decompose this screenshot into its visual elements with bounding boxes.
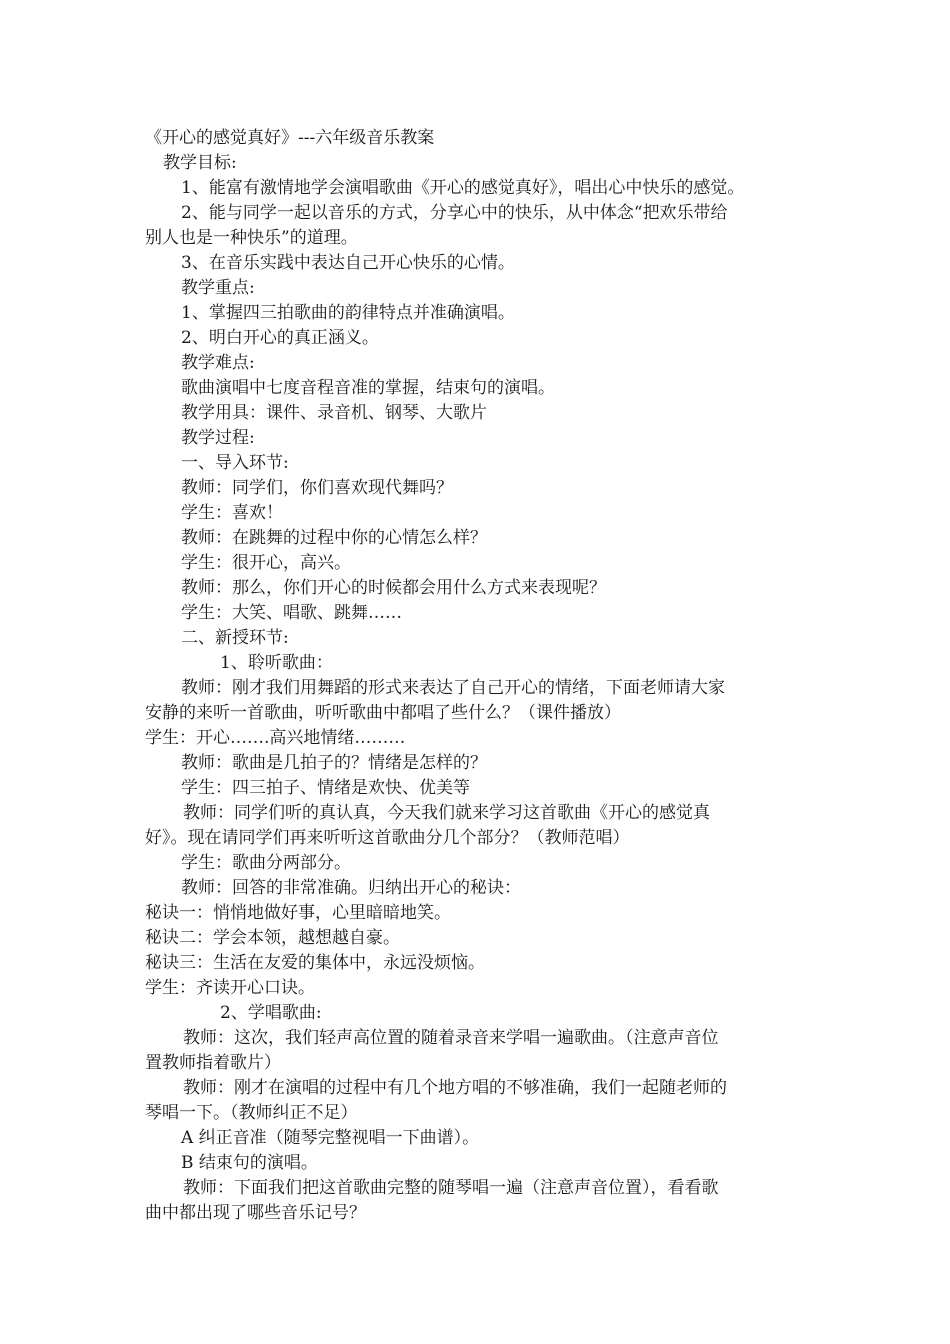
dialogue-line-continued: 曲中都出现了哪些音乐记号？	[145, 1203, 366, 1223]
step-heading-learn-song: 2、学唱歌曲:	[220, 1003, 322, 1023]
document-title: 《开心的感觉真好》---六年级音乐教案	[145, 128, 435, 148]
secret-line: 秘诀三：生活在友爱的集体中，永远没烦恼。	[145, 953, 485, 973]
dialogue-line: 学生：四三拍子、情绪是欢快、优美等	[181, 778, 470, 798]
dialogue-line: 学生：齐读开心口诀。	[145, 978, 315, 998]
list-item-b: B 结束句的演唱。	[181, 1153, 318, 1173]
list-item-a: A 纠正音准（随琴完整视唱一下曲谱）。	[181, 1128, 480, 1148]
dialogue-line: 教师：刚才我们用舞蹈的形式来表达了自己开心的情绪，下面老师请大家	[181, 678, 725, 698]
dialogue-line: 教师：刚才在演唱的过程中有几个地方唱的不够准确，我们一起随老师的	[183, 1078, 727, 1098]
difficulty-text: 歌曲演唱中七度音程音准的掌握，结束句的演唱。	[181, 378, 555, 398]
dialogue-line: 教师：歌曲是几拍子的？情绪是怎样的？	[181, 753, 487, 773]
dialogue-line-continued: 琴唱一下。（教师纠正不足）	[145, 1103, 358, 1123]
dialogue-line: 教师：这次，我们轻声高位置的随着录音来学唱一遍歌曲。（注意声音位	[183, 1028, 719, 1048]
section-heading-objectives: 教学目标:	[163, 153, 237, 173]
section-heading-difficulties: 教学难点:	[181, 353, 255, 373]
teaching-tools: 教学用具：课件、录音机、钢琴、大歌片	[181, 403, 487, 423]
dialogue-line: 学生：开心…….高兴地情绪………	[145, 728, 406, 748]
dialogue-line: 学生：喜欢！	[181, 503, 283, 523]
dialogue-line: 教师：同学们，你们喜欢现代舞吗？	[181, 478, 453, 498]
dialogue-line: 学生：很开心，高兴。	[181, 553, 351, 573]
objective-item-1: 1、能富有激情地学会演唱歌曲《开心的感觉真好》，唱出心中快乐的感觉。	[181, 178, 745, 198]
section-heading-key-points: 教学重点:	[181, 278, 255, 298]
dialogue-line: 教师：回答的非常准确。归纳出开心的秘诀：	[181, 878, 521, 898]
dialogue-line-continued: 安静的来听一首歌曲，听听歌曲中都唱了些什么？（课件播放）	[145, 703, 621, 723]
dialogue-line: 教师：同学们听的真认真，今天我们就来学习这首歌曲《开心的感觉真	[183, 803, 710, 823]
secret-line: 秘诀一：悄悄地做好事，心里暗暗地笑。	[145, 903, 451, 923]
step-heading-listen: 1、聆听歌曲：	[220, 653, 333, 673]
dialogue-line-continued: 置教师指着歌片）	[145, 1053, 281, 1073]
objective-item-2-continued: 别人也是一种快乐”的道理。	[145, 228, 358, 248]
objective-item-3: 3、在音乐实践中表达自己开心快乐的心情。	[181, 253, 515, 273]
dialogue-line-continued: 好》。现在请同学们再来听听这首歌曲分几个部分？（教师范唱）	[145, 828, 630, 848]
objective-item-2: 2、能与同学一起以音乐的方式，分享心中的快乐，从中体念“把欢乐带给	[181, 203, 728, 223]
dialogue-line: 教师：那么，你们开心的时候都会用什么方式来表现呢？	[181, 578, 606, 598]
subsection-heading-new-lesson: 二、新授环节:	[181, 628, 289, 648]
dialogue-line: 教师：下面我们把这首歌曲完整的随琴唱一遍（注意声音位置），看看歌	[183, 1178, 719, 1198]
dialogue-line: 学生：大笑、唱歌、跳舞……	[181, 603, 402, 623]
key-point-item-1: 1、掌握四三拍歌曲的韵律特点并准确演唱。	[181, 303, 515, 323]
dialogue-line: 教师：在跳舞的过程中你的心情怎么样？	[181, 528, 487, 548]
secret-line: 秘诀二：学会本领，越想越自豪。	[145, 928, 400, 948]
key-point-item-2: 2、明白开心的真正涵义。	[181, 328, 379, 348]
dialogue-line: 学生：歌曲分两部分。	[181, 853, 351, 873]
section-heading-process: 教学过程:	[181, 428, 255, 448]
subsection-heading-intro: 一、导入环节:	[181, 453, 289, 473]
